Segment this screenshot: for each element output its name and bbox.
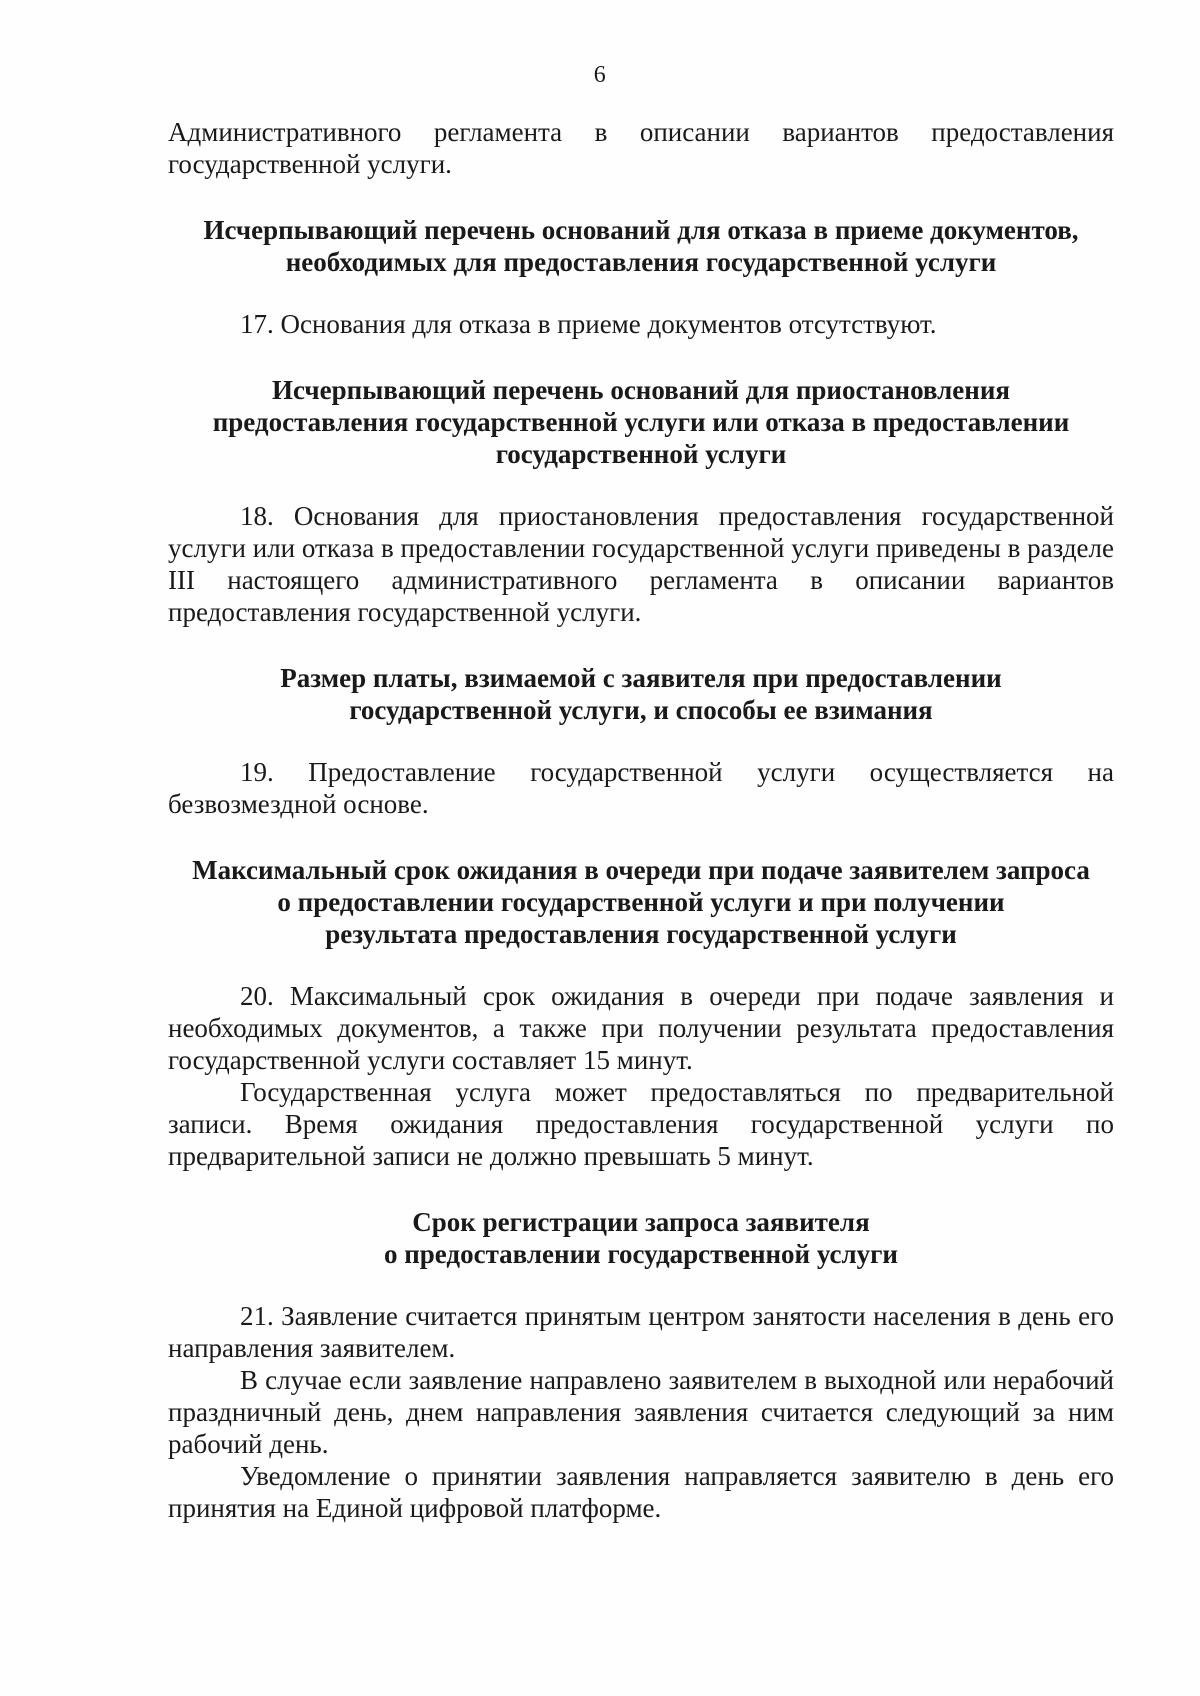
heading-line: Размер платы, взимаемой с заявителя при предоставлении [280,663,1002,693]
heading-line: о предоставлении государственной услуги и при получении [277,887,1005,917]
paragraph-21-notification: Уведомление о принятии заявления направляется заявителю в день его принятия на Единой цифровой платформе. [168,1461,1114,1523]
paragraph-21: 21. Заявление считается принятым центром занятости населения в день его направления заявителем. [168,1301,1114,1363]
paragraph-21-holiday: В случае если заявление направлено заявителем в выходной или нерабочий праздничный день, днем направления заявления считается следующий за ним рабочий день. [168,1365,1114,1459]
heading-line: государственной услуги, и способы ее взимания [349,695,933,725]
page-number: 6 [593,62,607,88]
heading-line: предоставления государственной услуги или отказа в предоставлении [212,407,1070,437]
heading-line: Исчерпывающий перечень оснований для отказа в приеме документов, [203,215,1079,245]
heading-line: Срок регистрации запроса заявителя [412,1207,870,1237]
heading-suspension-grounds [168,374,1114,470]
heading-line: необходимых для предоставления государственной услуги [285,247,997,277]
paragraph-20: 20. Максимальный срок ожидания в очереди при подаче заявления и необходимых документов, а также при получении результата предоставления государственной услуги составляет 15 минут. [168,981,1114,1075]
heading-line: о предоставлении государственной услуги [383,1239,898,1269]
heading-line: результата предоставления государственной услуги [325,919,957,949]
paragraph-20-note: Государственная услуга может предоставляться по предварительной записи. Время ожидания предоставления государственной услуги по предварительной записи не должно превышать 5 минут. [168,1077,1114,1171]
heading-fee [168,662,1114,726]
heading-waiting-time [168,854,1114,950]
paragraph-18: 18. Основания для приостановления предоставления государственной услуги или отказа в предоставлении государственной услуги приведены в разделе III настоящего административного регламента в описании вариантов предоставления государственной услуги. [168,501,1114,627]
paragraph-intro: Административного регламента в описании вариантов предоставления государственной услуги. [168,117,1114,179]
heading-line: Максимальный срок ожидания в очереди при подаче заявителем запроса [192,855,1090,885]
paragraph-17: 17. Основания для отказа в приеме документов отсутствуют. [240,309,937,339]
heading-registration-term [168,1206,1114,1270]
heading-refusal-reception [168,214,1114,278]
document-body [168,116,1114,1524]
heading-line: государственной услуги [495,439,787,469]
heading-line: Исчерпывающий перечень оснований для приостановления [271,375,1011,405]
paragraph-19: 19. Предоставление государственной услуги осуществляется на безвозмездной основе. [168,757,1114,819]
